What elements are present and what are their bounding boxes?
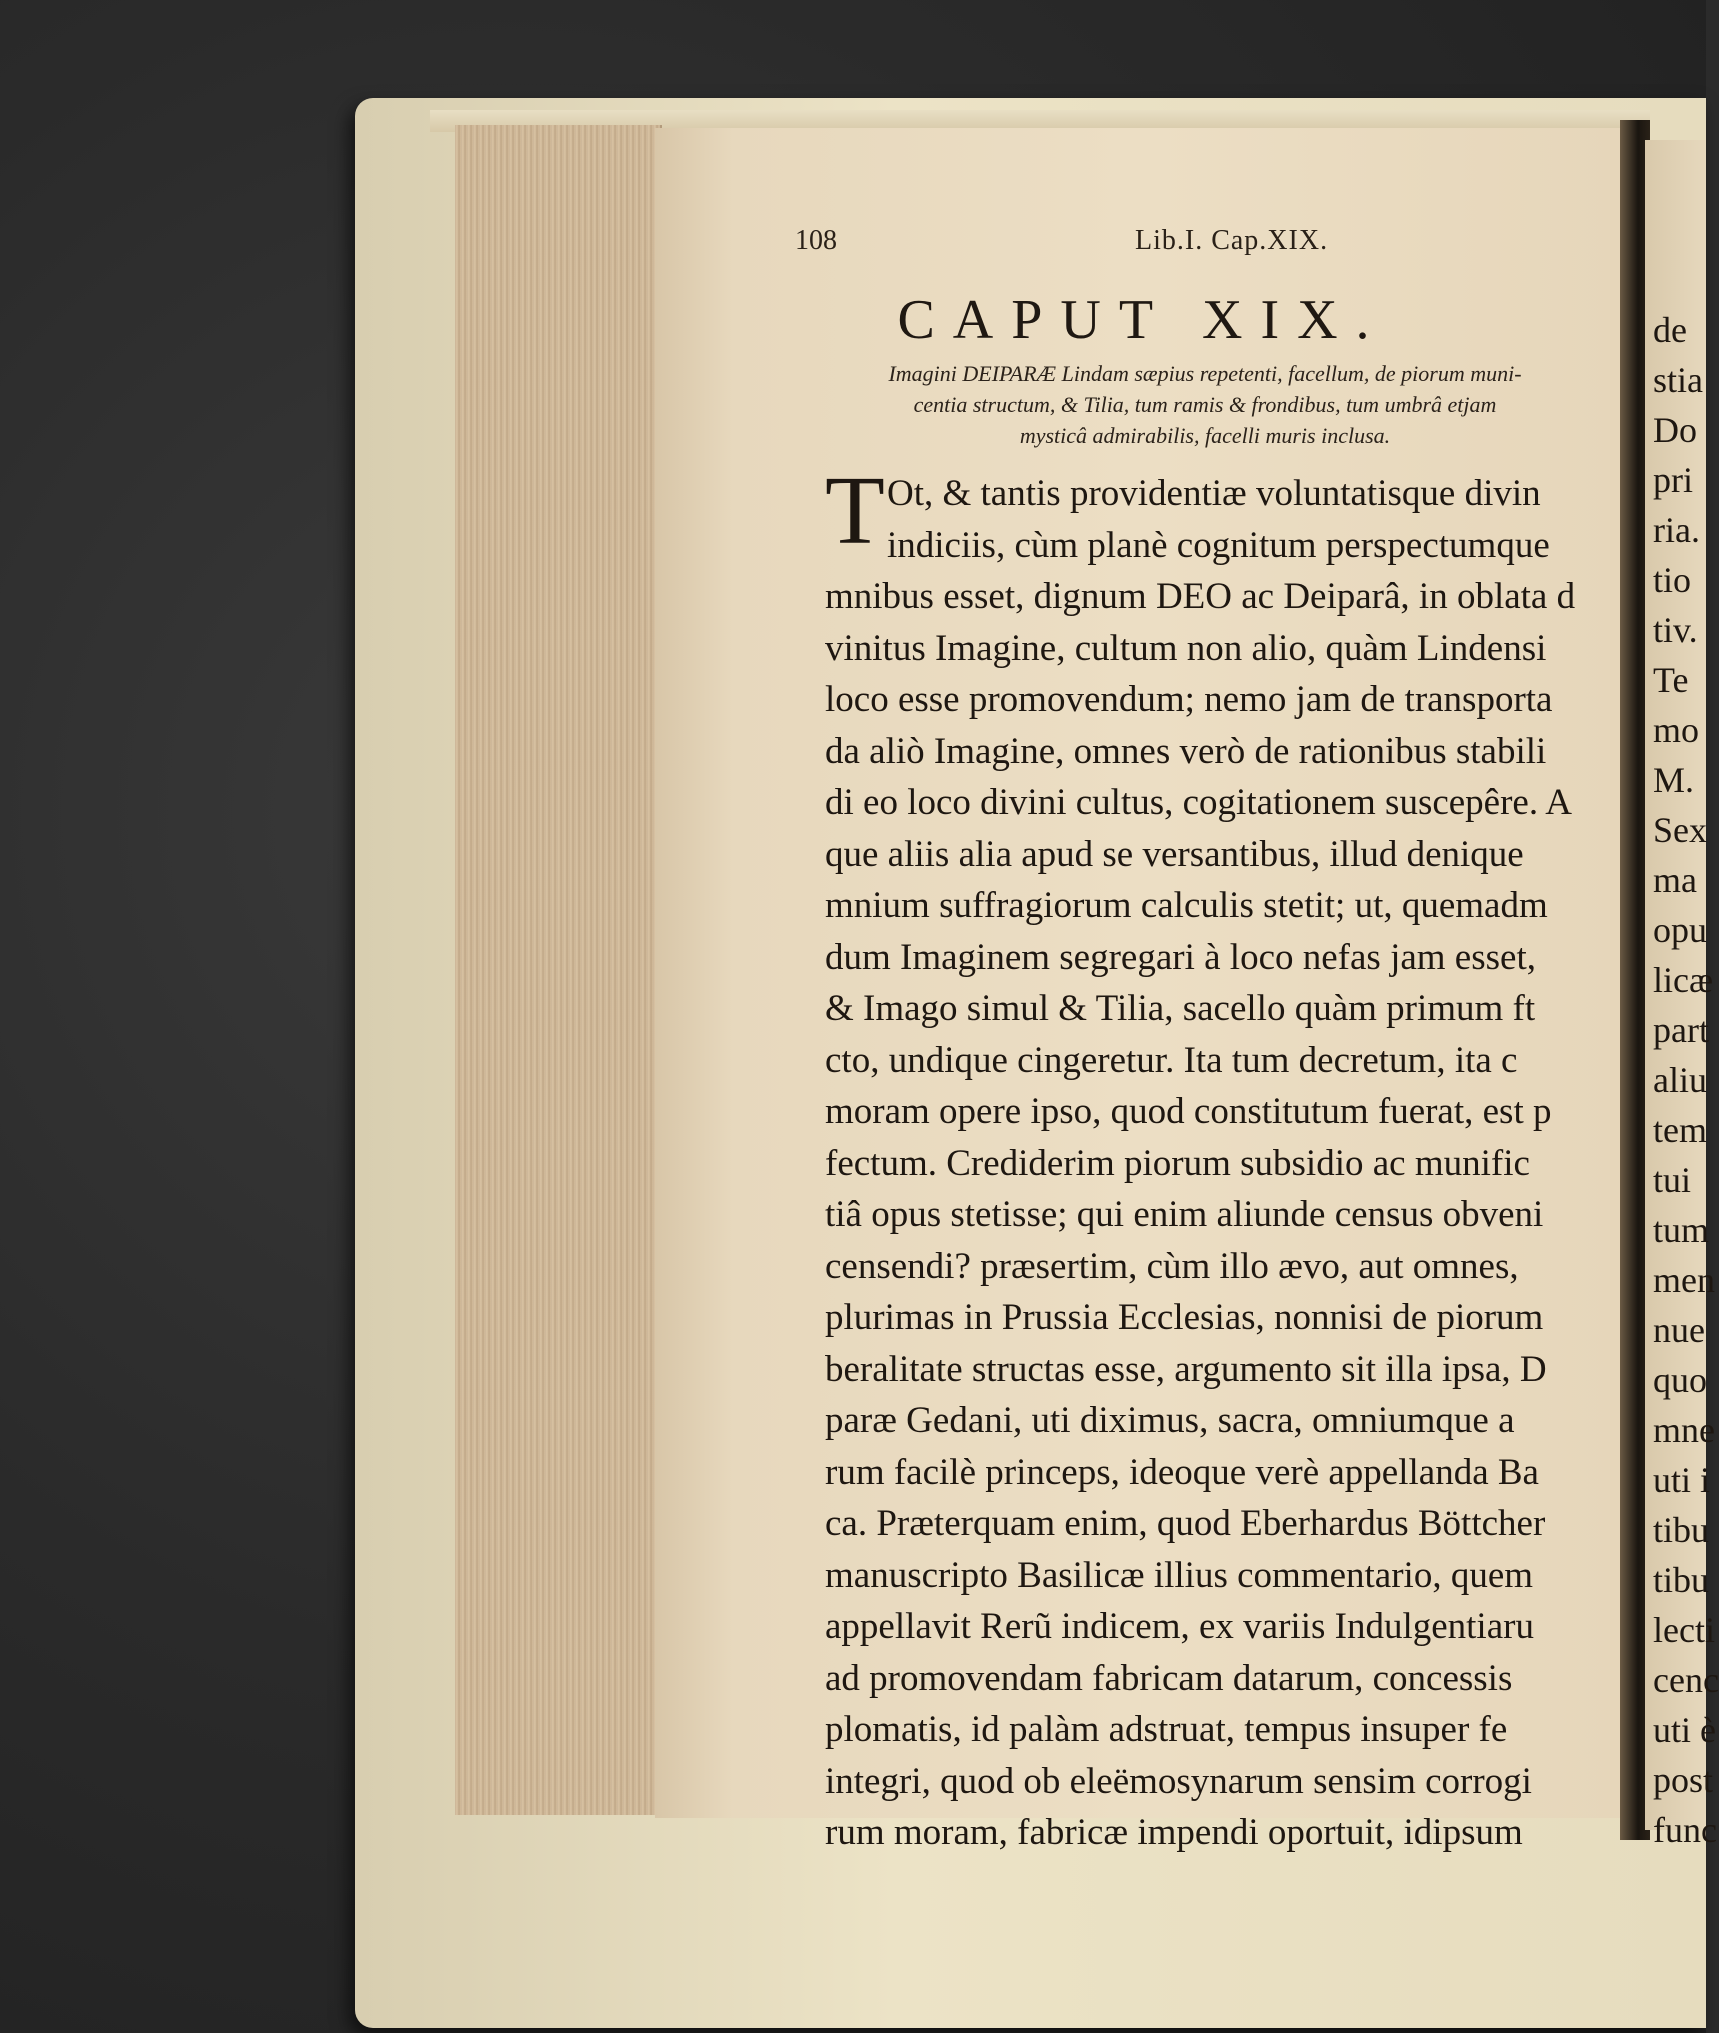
text-line: loco esse promovendum; nemo jam de transporta: [825, 679, 1553, 720]
text-line: tibu: [1653, 1510, 1710, 1550]
text-line: uti è: [1653, 1710, 1716, 1750]
summary-line: centia structum, & Tilia, tum ramis & frondibus, tum umbrâ etjam: [913, 392, 1497, 417]
text-line: post: [1653, 1760, 1714, 1800]
text-line: & Imago simul & Tilia, sacello quàm primum ft: [825, 988, 1536, 1029]
text-line: Do: [1653, 410, 1697, 450]
body-text: [825, 457, 1625, 1859]
text-line: de: [1653, 310, 1687, 350]
text-line: quo: [1653, 1360, 1707, 1400]
text-line: cenc: [1653, 1660, 1719, 1700]
text-line: appellavit Rerũ indicem, ex variis Indulgentiaru: [825, 1606, 1534, 1647]
text-line: Te: [1653, 660, 1689, 700]
summary-line: mysticâ admirabilis, facelli muris inclusa.: [1019, 423, 1391, 448]
text-line: func: [1653, 1810, 1717, 1850]
text-line: rum facilè princeps, ideoque verè appellanda Ba: [825, 1451, 1539, 1493]
text-line: pri: [1653, 460, 1693, 500]
text-line: Sex: [1653, 810, 1707, 850]
text-line: dum Imaginem segregari à loco nefas jam esset,: [825, 936, 1536, 978]
text-line: manuscripto Basilicæ illius commentario, quem: [825, 1554, 1534, 1596]
text-line: ca. Præterquam enim, quod Eberhardus Böttcher: [825, 1503, 1546, 1544]
text-line: censendi? præsertim, cùm illo ævo, aut omnes,: [825, 1245, 1519, 1287]
text-line: ad promovendam fabricam datarum, concessis: [825, 1657, 1513, 1699]
text-line: tem: [1653, 1110, 1707, 1150]
drop-cap: T: [825, 457, 885, 565]
text-line: aliu: [1653, 1060, 1707, 1100]
text-line: indiciis, cùm planè cognitum perspectumque: [887, 524, 1550, 566]
text-line: beralitate structas esse, argumento sit illa ipsa, D: [825, 1348, 1547, 1390]
page-number: 108: [795, 225, 837, 256]
text-line: ria.: [1653, 510, 1700, 550]
facing-page-fragment: [1645, 140, 1719, 1850]
text-line: opu: [1653, 910, 1707, 950]
text-line: mo: [1653, 710, 1700, 750]
chapter-title: CAPUT XIX.: [897, 289, 1388, 351]
facing-page-text: [1653, 305, 1719, 1855]
text-line: stia: [1653, 360, 1703, 400]
text-line: fectum. Crediderim piorum subsidio ac munific: [825, 1142, 1530, 1184]
text-line: nue: [1653, 1310, 1705, 1350]
text-line: mnibus esset, dignum DEO ac Deiparâ, in oblata d: [825, 576, 1576, 617]
chapter-summary: [805, 358, 1605, 451]
text-line: que aliis alia apud se versantibus, illud denique: [825, 833, 1524, 875]
text-line: da aliò Imagine, omnes verò de rationibus stabili: [825, 730, 1547, 772]
text-line: part: [1653, 1010, 1709, 1050]
text-line: mne: [1653, 1410, 1715, 1450]
running-head: [655, 225, 1630, 265]
text-line: M.: [1653, 760, 1695, 800]
running-head-title: Lib.I. Cap.XIX.: [1135, 225, 1329, 256]
text-line: tibu: [1653, 1560, 1710, 1600]
text-line: vinitus Imagine, cultum non alio, quàm Lindensi: [825, 627, 1547, 669]
text-line: tui: [1653, 1160, 1692, 1200]
text-line: men: [1653, 1260, 1715, 1300]
text-line: tio: [1653, 560, 1692, 600]
text-line: tiv.: [1653, 610, 1698, 650]
text-line: lecti: [1653, 1610, 1715, 1650]
text-line: cto, undique cingeretur. Ita tum decretum, ita c: [825, 1039, 1518, 1081]
text-line: moram opere ipso, quod constitutum fuerat, est p: [825, 1091, 1552, 1132]
text-line: mnium suffragiorum calculis stetit; ut, quemadm: [825, 885, 1548, 926]
text-line: licæ: [1653, 960, 1713, 1000]
text-line: Ot, & tantis providentiæ voluntatisque divin: [887, 473, 1541, 514]
page-edges: [455, 125, 662, 1815]
text-line: integri, quod ob eleëmosynarum sensim corrogi: [825, 1760, 1532, 1802]
book-page: [655, 128, 1630, 1853]
text-line: tiâ opus stetisse; qui enim aliunde census obveni: [825, 1194, 1544, 1235]
text-line: di eo loco divini cultus, cogitationem suscepêre. A: [825, 782, 1573, 823]
text-line: plomatis, id palàm adstruat, tempus insuper fe: [825, 1709, 1508, 1750]
text-line: ma: [1653, 860, 1697, 900]
text-line: uti i: [1653, 1460, 1711, 1500]
summary-line: Imagini DEIPARÆ Lindam sæpius repetenti, facellum, de piorum muni-: [888, 361, 1522, 386]
text-line: tum: [1653, 1210, 1710, 1250]
text-line: rum moram, fabricæ impendi oportuit, idipsum: [825, 1812, 1523, 1853]
text-line: paræ Gedani, uti diximus, sacra, omniumque a: [825, 1400, 1515, 1441]
text-line: plurimas in Prussia Ecclesias, nonnisi de piorum: [825, 1297, 1544, 1338]
